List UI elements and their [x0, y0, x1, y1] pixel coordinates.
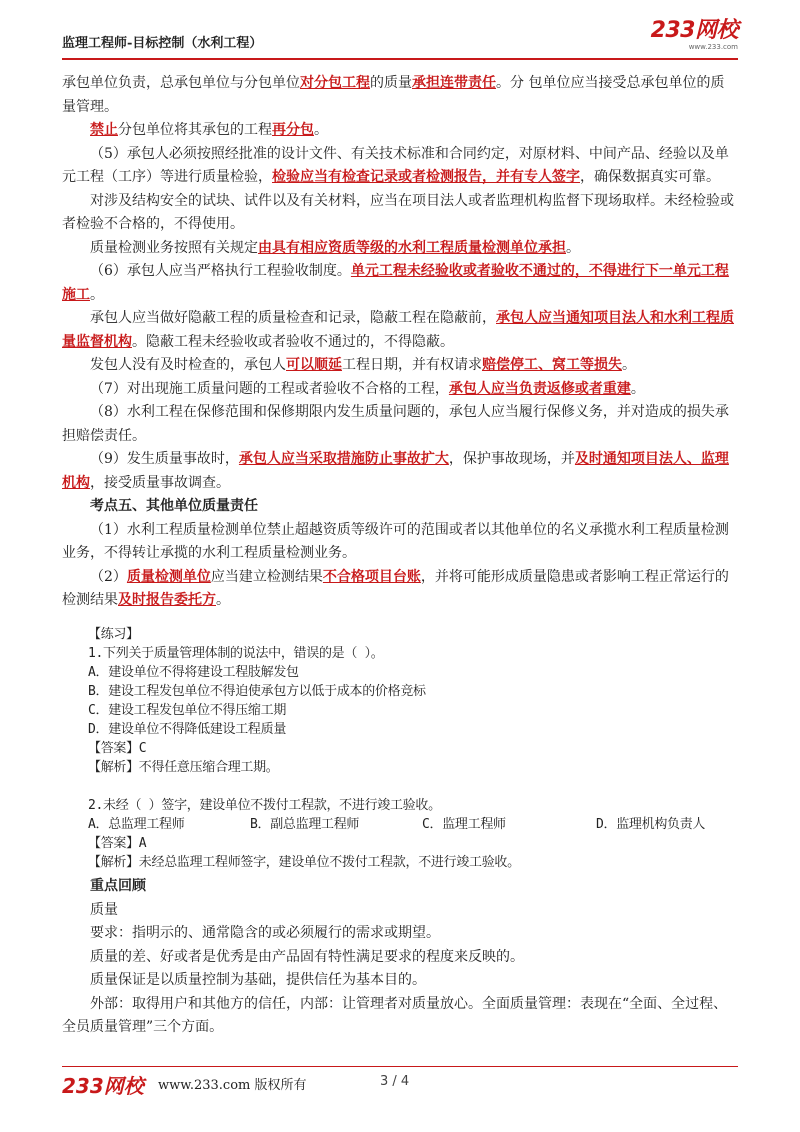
logo-url: www.233.com: [688, 43, 738, 51]
logo-text: 233网校: [650, 18, 738, 43]
q2-options: [88, 815, 728, 834]
page-header: [62, 18, 738, 58]
paragraph: （5）承包人必须按照经批准的设计文件、有关技术标准和合同约定，对原材料、中间产品、经验以及单元工程（工序）等进行质量检验，检验应当有检查记录或者检测报告，并有专人签字，确保数据真实可靠。: [62, 145, 729, 185]
exercise-heading: 【练习】: [88, 627, 139, 642]
header-divider: [62, 58, 738, 60]
paragraph: （9）发生质量事故时，承包人应当采取措施防止事故扩大，保护事故现场，并及时通知项目法人、监理机构，接受质量事故调查。: [62, 451, 729, 491]
q2-analysis: 【解析】未经总监理工程师签字，建设单位不拨付工程款，不进行竣工验收。: [88, 855, 520, 870]
review-line: 外部：取得用户和其他方的信任，内部：让管理者对质量放心。全面质量管理：表现在“全面、全过程、全员质量管理”三个方面。: [62, 995, 728, 1035]
page-number: 3 / 4: [380, 1074, 410, 1089]
review-section: [62, 875, 738, 1040]
paragraph: （8）水利工程在保修范围和保修期限内发生质量问题的，承包人应当履行保修义务，并对造成的损失承担赔偿责任。: [62, 404, 729, 444]
paragraph: （6）承包人应当严格执行工程验收制度。单元工程未经验收或者验收不通过的，不得进行下一单元工程施工。: [62, 263, 729, 303]
footer-logo: 233网校: [62, 1074, 144, 1098]
q1-option-d: D．建设单位不得降低建设工程质量: [88, 722, 287, 737]
review-line: 质量: [90, 901, 118, 918]
q2-option-b: B．副总监理工程师: [250, 817, 360, 832]
review-line: 要求：指明示的、通常隐含的或必须履行的需求或期望。: [90, 925, 440, 941]
paragraph: （1）水利工程质量检测单位禁止超越资质等级许可的范围或者以其他单位的名义承揽水利工程质量检测业务，不得转让承揽的水利工程质量检测业务。: [62, 521, 729, 561]
question-2: 2.未经（ ）签字，建设单位不拨付工程款，不进行竣工验收。: [88, 798, 441, 813]
paragraph: 禁止分包单位将其承包的工程再分包。: [90, 122, 328, 138]
q2-option-d: D．监理机构负责人: [596, 817, 706, 832]
brand-logo: [651, 20, 738, 52]
footer-copyright: www.233.com 版权所有: [158, 1078, 307, 1093]
footer-divider: [62, 1066, 738, 1067]
paragraph: （7）对出现施工质量问题的工程或者验收不合格的工程，承包人应当负责返修或者重建。: [90, 380, 645, 397]
document-title: 监理工程师-目标控制（水利工程）: [62, 36, 263, 51]
review-line: 质量保证是以质量控制为基础，提供信任为基本目的。: [90, 972, 426, 988]
review-heading: 重点回顾: [90, 878, 146, 894]
q1-answer: 【答案】C: [88, 741, 147, 756]
paragraph: 发包人没有及时检查的，承包人可以顺延工程日期，并有权请求赔偿停工、窝工等损失。: [90, 357, 636, 373]
paragraph: 对涉及结构安全的试块、试件以及有关材料，应当在项目法人或者监理机构监督下现场取样。未经检验或者检验不合格的，不得使用。: [62, 192, 734, 232]
paragraph: （2）质量检测单位应当建立检测结果不合格项目台账，并将可能形成质量隐患或者影响工程正常运行的检测结果及时报告委托方。: [62, 568, 729, 608]
q2-option-c: C．监理工程师: [422, 817, 506, 832]
review-line: 质量的差、好或者是优秀是由产品固有特性满足要求的程度来反映的。: [90, 948, 524, 965]
paragraph: 承包人应当做好隐蔽工程的质量检查和记录，隐蔽工程在隐蔽前，承包人应当通知项目法人和水利工程质量监督机构。隐蔽工程未经验收或者验收不通过的，不得隐蔽。: [62, 310, 734, 350]
document-body: [62, 72, 738, 613]
q1-analysis: 【解析】不得任意压缩合理工期。: [88, 760, 279, 775]
section-heading: 考点五、其他单位质量责任: [90, 498, 258, 514]
q2-answer: 【答案】A: [88, 836, 147, 851]
paragraph: 质量检测业务按照有关规定由具有相应资质等级的水利工程质量检测单位承担。: [90, 239, 580, 256]
q1-option-a: A．建设单位不得将建设工程肢解发包: [88, 665, 299, 680]
question-1: 1.下列关于质量管理体制的说法中，错误的是（ ）。: [88, 646, 384, 661]
q1-option-c: C．建设工程发包单位不得压缩工期: [88, 703, 287, 718]
q2-option-a: A．总监理工程师: [88, 817, 185, 832]
q1-option-b: B．建设工程发包单位不得迫使承包方以低于成本的价格竞标: [88, 684, 426, 699]
paragraph: 承包单位负责，总承包单位与分包单位对分包工程的质量承担连带责任。分 包单位应当接受总承包单位的质量管理。: [62, 75, 725, 115]
exercise-section: [88, 625, 728, 872]
